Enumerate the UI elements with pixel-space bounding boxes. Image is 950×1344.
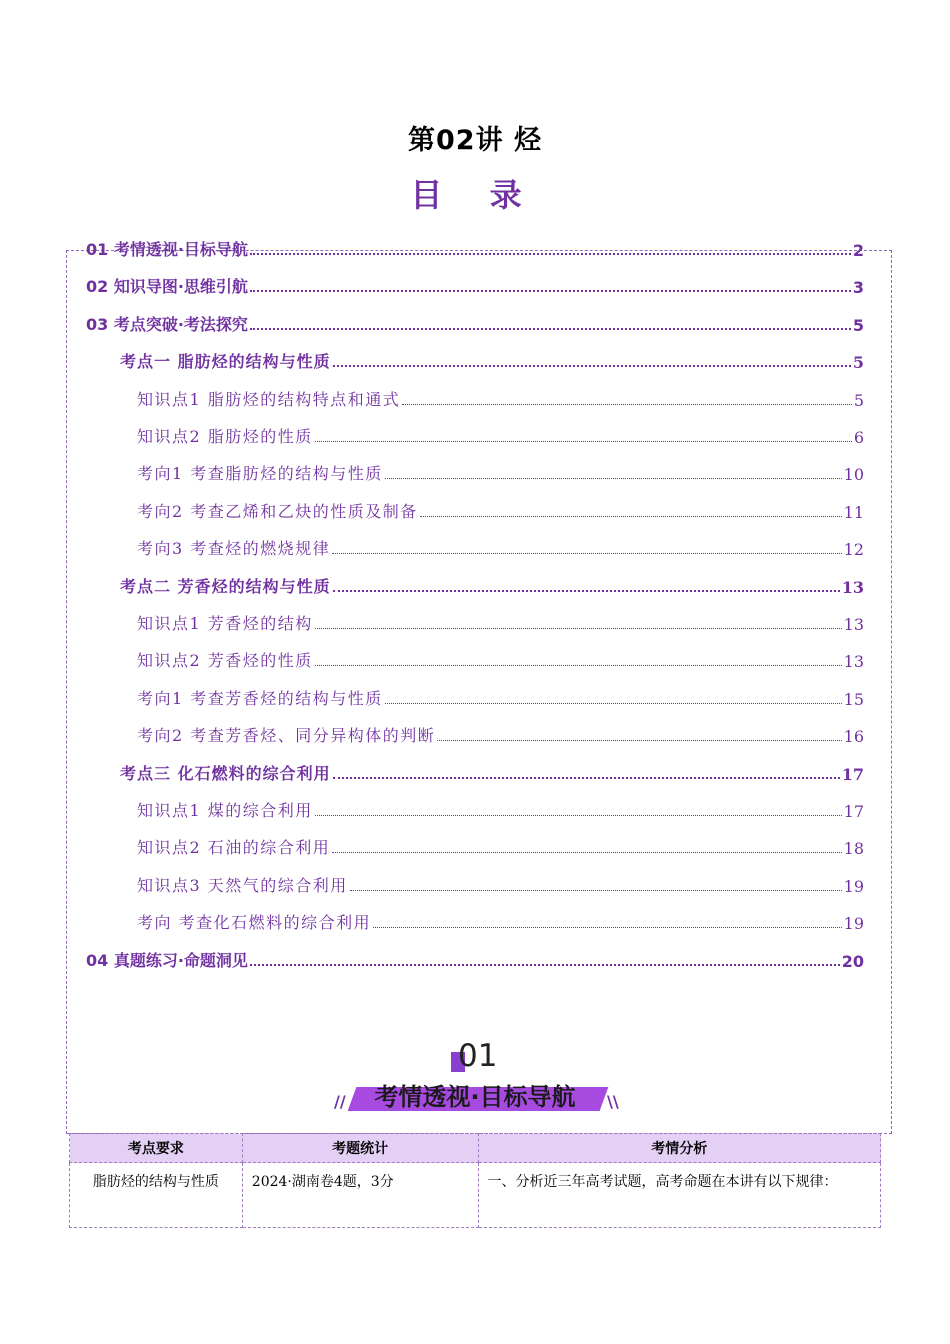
toc-entry-label: 知识点2 石油的综合利用	[137, 838, 331, 857]
toc-entry-label: 考向3 考查烃的燃烧规律	[137, 539, 331, 558]
toc-entry[interactable]	[0, 797, 864, 821]
page-title: 第02讲 烃	[408, 125, 542, 156]
toc-entry-label: 考向1 考查脂肪烃的结构与性质	[137, 464, 383, 483]
toc-entry-label: 02 知识导图·思维引航	[86, 277, 248, 296]
section-number: 01	[458, 1038, 498, 1074]
toc-entry[interactable]	[0, 273, 864, 297]
toc-entry-page: 5	[853, 391, 864, 410]
toc-leader-dots	[420, 516, 842, 517]
toc-leader-dots	[385, 478, 842, 479]
toc-entry-page: 10	[843, 465, 864, 484]
toc-leader-dots	[250, 964, 840, 966]
toc-entry-label: 知识点2 脂肪烃的性质	[137, 427, 313, 446]
toc-leader-dots	[385, 703, 842, 704]
toc-entry-label: 知识点1 煤的综合利用	[137, 801, 313, 820]
toc-leader-dots	[315, 441, 852, 442]
toc-entry[interactable]	[0, 573, 864, 597]
toc-entry[interactable]	[0, 498, 864, 522]
toc-entry-label: 考向 考查化石燃料的综合利用	[137, 913, 372, 932]
toc-leader-dots	[333, 365, 851, 367]
header-analysis: 考情分析	[478, 1134, 880, 1163]
toc-leader-dots	[373, 927, 842, 928]
toc-entry[interactable]	[0, 348, 864, 372]
toc-entry-page: 15	[843, 690, 864, 709]
table-row	[70, 1163, 881, 1228]
toc-entry-page: 17	[841, 765, 864, 784]
toc-entry[interactable]	[0, 311, 864, 335]
toc-entry-label: 01 考情透视·目标导航	[86, 240, 248, 259]
toc-entry[interactable]	[0, 834, 864, 858]
toc-entry[interactable]	[0, 909, 864, 933]
section-title: 考情透视·目标导航	[374, 1083, 576, 1111]
toc-entry-page: 2	[852, 241, 864, 260]
toc-leader-dots	[250, 328, 851, 330]
toc-entry-page: 18	[843, 839, 864, 858]
right-slash-decoration: \\	[607, 1092, 619, 1111]
toc-entry-page: 13	[843, 652, 864, 671]
exam-info-table	[69, 1133, 881, 1228]
toc-entry-page: 19	[843, 877, 864, 896]
table-header-row	[70, 1134, 881, 1163]
toc-leader-dots	[437, 740, 841, 741]
cell-analysis: 一、分析近三年高考试题，高考命题在本讲有以下规律：	[478, 1163, 880, 1228]
toc-entry[interactable]	[0, 685, 864, 709]
toc-entry[interactable]	[0, 236, 864, 260]
toc-leader-dots	[332, 852, 841, 853]
toc-heading: 目 录	[410, 176, 540, 214]
toc-leader-dots	[402, 404, 852, 405]
toc-entry-page: 3	[852, 278, 864, 297]
toc-entry-label: 考向2 考查芳香烃、同分异构体的判断	[137, 726, 436, 745]
toc-entry[interactable]	[0, 610, 864, 634]
toc-entry[interactable]	[0, 947, 864, 971]
toc-entry-label: 考向1 考查芳香烃的结构与性质	[137, 689, 383, 708]
cell-statistics: 2024·湖南卷4题，3分	[242, 1163, 478, 1228]
toc-leader-dots	[250, 253, 851, 255]
toc-entry-label: 04 真题练习·命题洞见	[86, 951, 248, 970]
toc-entry-page: 5	[852, 353, 864, 372]
toc-leader-dots	[350, 890, 842, 891]
toc-entry-page: 11	[843, 503, 864, 522]
toc-entry[interactable]	[0, 386, 864, 410]
left-slash-decoration: //	[334, 1092, 346, 1111]
toc-entry[interactable]	[0, 647, 864, 671]
toc-leader-dots	[315, 628, 842, 629]
toc-entry-label: 考点一 脂肪烃的结构与性质	[120, 352, 331, 371]
toc-entry[interactable]	[0, 722, 864, 746]
cell-requirement: 脂肪烃的结构与性质	[70, 1163, 243, 1228]
toc-entry[interactable]	[0, 535, 864, 559]
toc-entry-page: 19	[843, 914, 864, 933]
toc-leader-dots	[333, 777, 840, 779]
toc-entry-label: 考向2 考查乙烯和乙炔的性质及制备	[137, 502, 418, 521]
toc-entry-page: 13	[841, 578, 864, 597]
toc-entry-label: 知识点2 芳香烃的性质	[137, 651, 313, 670]
toc-entry[interactable]	[0, 460, 864, 484]
toc-entry-page: 17	[843, 802, 864, 821]
toc-leader-dots	[332, 553, 841, 554]
toc-entry-label: 03 考点突破·考法探究	[86, 315, 248, 334]
toc-leader-dots	[250, 290, 851, 292]
toc-entry-page: 5	[852, 316, 864, 335]
header-statistics: 考题统计	[242, 1134, 478, 1163]
toc-entry[interactable]	[0, 872, 864, 896]
toc-entry-page: 16	[843, 727, 864, 746]
toc-leader-dots	[315, 815, 842, 816]
toc-entry-label: 知识点1 芳香烃的结构	[137, 614, 313, 633]
toc-entry-page: 13	[843, 615, 864, 634]
toc-leader-dots	[315, 665, 842, 666]
toc-entry-page: 20	[841, 952, 864, 971]
toc-entry-label: 考点三 化石燃料的综合利用	[120, 764, 331, 783]
toc-entry-label: 知识点3 天然气的综合利用	[137, 876, 348, 895]
toc-entry-page: 6	[853, 428, 864, 447]
header-requirement: 考点要求	[70, 1134, 243, 1163]
toc-entry-label: 考点二 芳香烃的结构与性质	[120, 577, 331, 596]
toc-entry-label: 知识点1 脂肪烃的结构特点和通式	[137, 390, 401, 409]
toc-leader-dots	[333, 590, 840, 592]
toc-entry-page: 12	[843, 540, 864, 559]
toc-entry[interactable]	[0, 423, 864, 447]
toc-entry[interactable]	[0, 760, 864, 784]
